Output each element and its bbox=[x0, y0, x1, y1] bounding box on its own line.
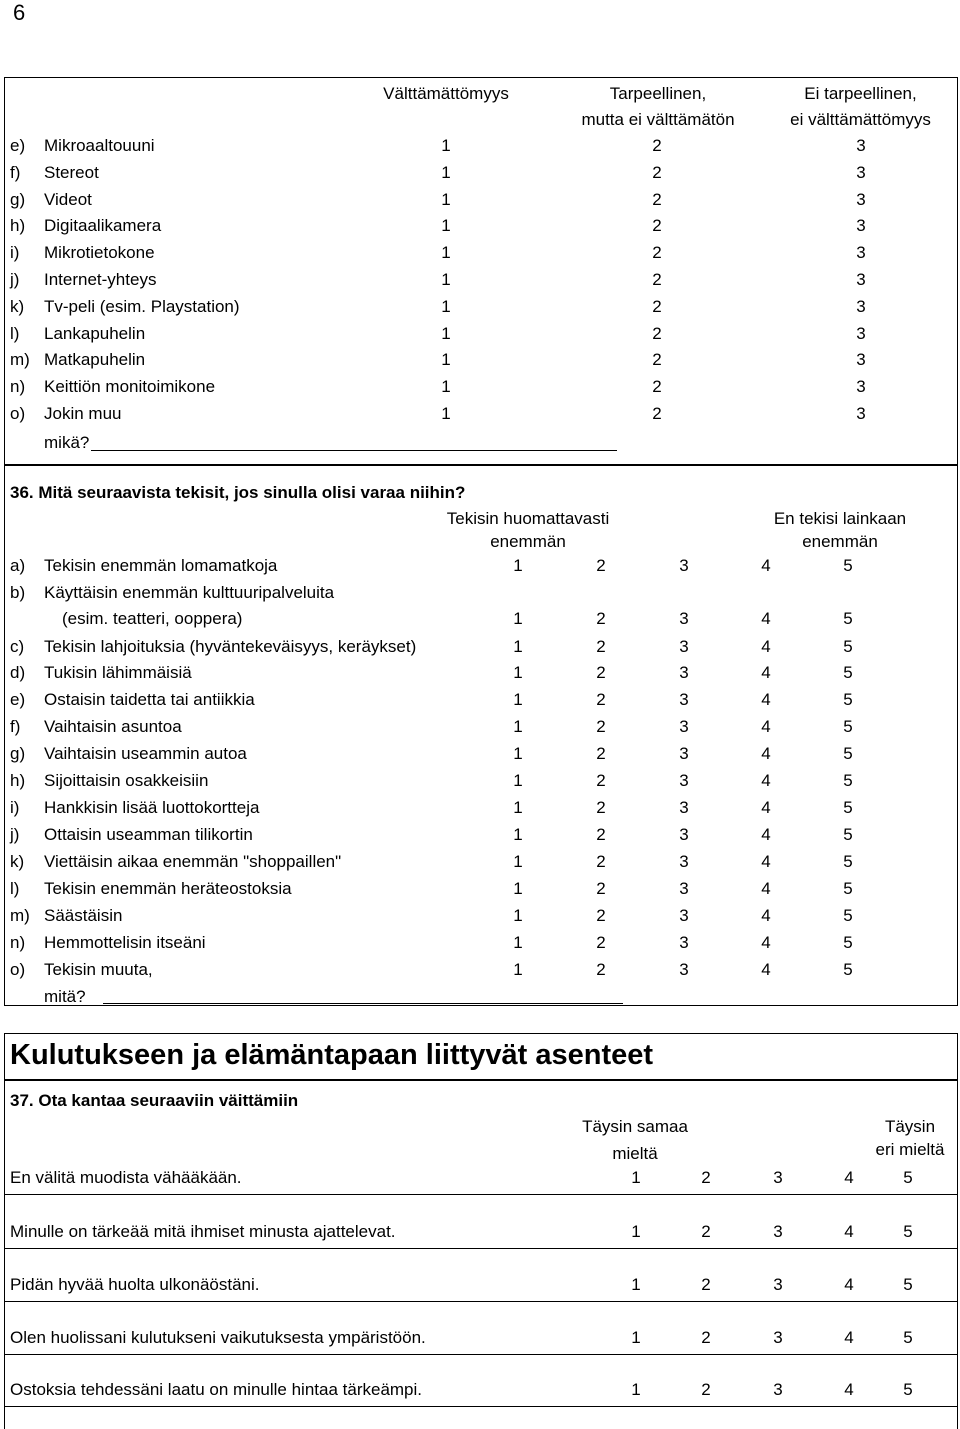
q37-scale-option[interactable]: 5 bbox=[903, 1275, 913, 1294]
q35-scale-option[interactable]: 2 bbox=[652, 243, 662, 262]
q36-scale-option[interactable]: 5 bbox=[843, 933, 853, 952]
q36-scale-option[interactable]: 2 bbox=[596, 771, 606, 790]
q36-scale-option[interactable]: 3 bbox=[679, 663, 689, 682]
q36-other-answer-line[interactable] bbox=[103, 1003, 623, 1004]
q37-row-label: Minulle on tärkeää mitä ihmiset minusta ajattelevat. bbox=[10, 1222, 396, 1241]
q35-row-label: Keittiön monitoimikone bbox=[44, 377, 216, 396]
q35-scale-option[interactable]: 2 bbox=[652, 350, 662, 369]
q36-scale-option[interactable]: 4 bbox=[761, 933, 771, 952]
q35-row-label: Mikrotietokone bbox=[44, 243, 155, 262]
q36-scale-option[interactable]: 5 bbox=[843, 556, 853, 575]
q35-scale-option[interactable]: 1 bbox=[441, 297, 451, 316]
q36-scale-option[interactable]: 4 bbox=[761, 798, 771, 817]
q36-scale-option[interactable]: 3 bbox=[679, 825, 689, 844]
q35-row-label: Internet-yhteys bbox=[44, 270, 157, 289]
q37-scale-option[interactable]: 5 bbox=[903, 1380, 913, 1399]
q36-scale-option[interactable]: 1 bbox=[513, 933, 523, 952]
q35-scale-option[interactable]: 3 bbox=[856, 190, 866, 209]
q36-scale-option[interactable]: 1 bbox=[513, 771, 523, 790]
q37-row-label: En välitä muodista vähääkään. bbox=[10, 1168, 242, 1187]
q35-scale-option[interactable]: 1 bbox=[441, 404, 451, 423]
q35-scale-option[interactable]: 2 bbox=[652, 216, 662, 235]
q36-scale-option[interactable]: 5 bbox=[843, 744, 853, 763]
q35-row-label: Jokin muu bbox=[44, 404, 122, 423]
q36-scale-option[interactable]: 4 bbox=[761, 744, 771, 763]
q37-scale-option[interactable]: 3 bbox=[773, 1275, 783, 1294]
q36-scale-option[interactable]: 1 bbox=[513, 744, 523, 763]
q36-scale-option[interactable]: 4 bbox=[761, 609, 771, 628]
q35-row-letter: k) bbox=[10, 297, 25, 316]
q37-head-right-1: Täysin bbox=[884, 1117, 936, 1136]
q36-scale-option[interactable]: 3 bbox=[679, 798, 689, 817]
q37-row-label: Ostoksia tehdessäni laatu on minulle hintaa tärkeämpi. bbox=[10, 1380, 423, 1399]
q35-row-letter: g) bbox=[10, 190, 26, 209]
q36-scale-option[interactable]: 4 bbox=[761, 879, 771, 898]
q36-scale-option[interactable]: 4 bbox=[761, 663, 771, 682]
q36-scale-option[interactable]: 5 bbox=[843, 717, 853, 736]
q35-scale-option[interactable]: 3 bbox=[856, 297, 866, 316]
q35-other-prompt: mikä? bbox=[44, 433, 90, 452]
q37-scale-option[interactable]: 1 bbox=[631, 1328, 641, 1347]
q36-row-label: Käyttäisin enemmän kulttuuripalveluita bbox=[44, 583, 335, 602]
q36-row-label: Tekisin muuta, bbox=[44, 960, 153, 979]
q37-head-left-2: mieltä bbox=[612, 1144, 658, 1163]
q36-scale-option[interactable]: 2 bbox=[596, 663, 606, 682]
q37-row-divider bbox=[4, 1354, 958, 1355]
q37-scale-option[interactable]: 4 bbox=[844, 1222, 854, 1241]
q36-head-left-2: enemmän bbox=[490, 532, 566, 551]
q36-head-right-1: En tekisi lainkaan bbox=[773, 509, 907, 528]
q36-scale-option[interactable]: 3 bbox=[679, 852, 689, 871]
header-col3-line1: Ei tarpeellinen, bbox=[804, 84, 917, 103]
q36-scale-option[interactable]: 2 bbox=[596, 744, 606, 763]
q36-scale-option[interactable]: 2 bbox=[596, 825, 606, 844]
q36-row-label: Hemmottelisin itseäni bbox=[44, 933, 206, 952]
q36-scale-option[interactable]: 5 bbox=[843, 852, 853, 871]
q37-scale-option[interactable]: 4 bbox=[844, 1275, 854, 1294]
q35-scale-option[interactable]: 1 bbox=[441, 163, 451, 182]
q36-scale-option[interactable]: 4 bbox=[761, 852, 771, 871]
q36-scale-option[interactable]: 5 bbox=[843, 960, 853, 979]
q36-scale-option[interactable]: 2 bbox=[596, 933, 606, 952]
q37-scale-option[interactable]: 1 bbox=[631, 1380, 641, 1399]
q36-row-letter: c) bbox=[10, 637, 25, 656]
q36-scale-option[interactable]: 5 bbox=[843, 906, 853, 925]
q35-scale-option[interactable]: 2 bbox=[652, 377, 662, 396]
q35-scale-option[interactable]: 3 bbox=[856, 324, 866, 343]
q35-scale-option[interactable]: 1 bbox=[441, 190, 451, 209]
q37-scale-option[interactable]: 2 bbox=[701, 1380, 711, 1399]
q36-scale-option[interactable]: 5 bbox=[843, 609, 853, 628]
q36-scale-option[interactable]: 2 bbox=[596, 798, 606, 817]
q36-row-label-cont: (esim. teatteri, ooppera) bbox=[62, 609, 243, 628]
q37-row-label: Pidän hyvää huolta ulkonäöstäni. bbox=[10, 1275, 260, 1294]
q36-scale-option[interactable]: 2 bbox=[596, 879, 606, 898]
q35-scale-option[interactable]: 3 bbox=[856, 243, 866, 262]
q36-scale-option[interactable]: 3 bbox=[679, 960, 689, 979]
q36-scale-option[interactable]: 3 bbox=[679, 556, 689, 575]
q36-row-letter: e) bbox=[10, 690, 26, 709]
q36-scale-option[interactable]: 1 bbox=[513, 663, 523, 682]
q35-row-letter: m) bbox=[10, 350, 30, 369]
q36-other-prompt: mitä? bbox=[44, 987, 86, 1006]
q36-scale-option[interactable]: 1 bbox=[513, 637, 523, 656]
q35-row-letter: n) bbox=[10, 377, 26, 396]
q36-scale-option[interactable]: 3 bbox=[679, 609, 689, 628]
q36-scale-option[interactable]: 1 bbox=[513, 609, 523, 628]
header-col3-line2: ei välttämättömyys bbox=[790, 110, 931, 129]
q36-row-letter: i) bbox=[10, 798, 20, 817]
q36-row-letter: m) bbox=[10, 906, 30, 925]
q36-row-label: Tekisin enemmän heräteostoksia bbox=[44, 879, 292, 898]
q36-row-letter: j) bbox=[10, 825, 20, 844]
q36-row-label: Tekisin lahjoituksia (hyväntekeväisyys, keräykset) bbox=[44, 637, 417, 656]
q37-row-label: Olen huolissani kulutukseni vaikutuksesta ympäristöön. bbox=[10, 1328, 426, 1347]
q37-box bbox=[4, 1080, 958, 1429]
q35-scale-option[interactable]: 3 bbox=[856, 136, 866, 155]
q36-head-left-1: Tekisin huomattavasti bbox=[446, 509, 610, 528]
q35-row-label: Lankapuhelin bbox=[44, 324, 146, 343]
q35-row-letter: e) bbox=[10, 136, 26, 155]
q37-scale-option[interactable]: 1 bbox=[631, 1168, 641, 1187]
q36-scale-option[interactable]: 5 bbox=[843, 637, 853, 656]
q36-row-label: Vaihtaisin useammin autoa bbox=[44, 744, 247, 763]
q36-row-letter: h) bbox=[10, 771, 26, 790]
q37-row-divider bbox=[4, 1248, 958, 1249]
q36-scale-option[interactable]: 1 bbox=[513, 852, 523, 871]
q36-scale-option[interactable]: 3 bbox=[679, 771, 689, 790]
q36-row-label: Ostaisin taidetta tai antiikkia bbox=[44, 690, 255, 709]
q35-row-letter: f) bbox=[10, 163, 21, 182]
q36-row-letter: f) bbox=[10, 717, 21, 736]
q36-scale-option[interactable]: 2 bbox=[596, 690, 606, 709]
q37-scale-option[interactable]: 2 bbox=[701, 1328, 711, 1347]
q36-title: 36. Mitä seuraavista tekisit, jos sinulla olisi varaa niihin? bbox=[10, 483, 466, 502]
q36-row-label: Tukisin lähimmäisiä bbox=[44, 663, 192, 682]
q35-scale-option[interactable]: 2 bbox=[652, 297, 662, 316]
q35-scale-option[interactable]: 3 bbox=[856, 216, 866, 235]
q36-scale-option[interactable]: 4 bbox=[761, 906, 771, 925]
q36-row-label: Ottaisin useamman tilikortin bbox=[44, 825, 253, 844]
q35-scale-option[interactable]: 1 bbox=[441, 243, 451, 262]
q36-row-label: Säästäisin bbox=[44, 906, 123, 925]
q35-row-letter: l) bbox=[10, 324, 20, 343]
q35-scale-option[interactable]: 2 bbox=[652, 324, 662, 343]
q36-scale-option[interactable]: 1 bbox=[513, 556, 523, 575]
q36-scale-option[interactable]: 2 bbox=[596, 960, 606, 979]
q36-scale-option[interactable]: 1 bbox=[513, 798, 523, 817]
q35-row-label: Stereot bbox=[44, 163, 99, 182]
q35-row-label: Tv-peli (esim. Playstation) bbox=[44, 297, 240, 316]
page-number: 6 bbox=[13, 0, 26, 25]
q37-scale-option[interactable]: 2 bbox=[701, 1168, 711, 1187]
q36-scale-option[interactable]: 2 bbox=[596, 637, 606, 656]
q35-row-letter: j) bbox=[10, 270, 20, 289]
q36-row-letter: d) bbox=[10, 663, 26, 682]
q36-row-label: Vaihtaisin asuntoa bbox=[44, 717, 182, 736]
q36-scale-option[interactable]: 4 bbox=[761, 556, 771, 575]
q35-scale-option[interactable]: 3 bbox=[856, 404, 866, 423]
q35-scale-option[interactable]: 3 bbox=[856, 270, 866, 289]
q36-row-letter: k) bbox=[10, 852, 25, 871]
q36-scale-option[interactable]: 3 bbox=[679, 717, 689, 736]
q36-scale-option[interactable]: 3 bbox=[679, 933, 689, 952]
q35-scale-option[interactable]: 2 bbox=[652, 163, 662, 182]
q36-scale-option[interactable]: 3 bbox=[679, 879, 689, 898]
header-col1: Välttämättömyys bbox=[383, 84, 509, 103]
q37-scale-option[interactable]: 3 bbox=[773, 1222, 783, 1241]
q35-scale-option[interactable]: 2 bbox=[652, 404, 662, 423]
q36-row-letter: n) bbox=[10, 933, 26, 952]
q36-scale-option[interactable]: 3 bbox=[679, 744, 689, 763]
q35-scale-option[interactable]: 2 bbox=[652, 136, 662, 155]
header-col2-line2: mutta ei välttämätön bbox=[581, 110, 735, 129]
q35-row-letter: o) bbox=[10, 404, 26, 423]
q35-row-letter: h) bbox=[10, 216, 26, 235]
q36-scale-option[interactable]: 1 bbox=[513, 879, 523, 898]
q36-scale-option[interactable]: 4 bbox=[761, 637, 771, 656]
q37-head-right-2: eri mieltä bbox=[875, 1140, 945, 1159]
q36-scale-option[interactable]: 3 bbox=[679, 637, 689, 656]
q36-scale-option[interactable]: 1 bbox=[513, 825, 523, 844]
q36-scale-option[interactable]: 2 bbox=[596, 556, 606, 575]
q35-scale-option[interactable]: 2 bbox=[652, 190, 662, 209]
q35-scale-option[interactable]: 1 bbox=[441, 216, 451, 235]
q35-scale-option[interactable]: 1 bbox=[441, 136, 451, 155]
header-col2-line1: Tarpeellinen, bbox=[609, 84, 707, 103]
q36-row-label: Tekisin enemmän lomamatkoja bbox=[44, 556, 278, 575]
q36-scale-option[interactable]: 2 bbox=[596, 717, 606, 736]
q36-row-label: Hankkisin lisää luottokortteja bbox=[44, 798, 260, 817]
q36-scale-option[interactable]: 5 bbox=[843, 798, 853, 817]
q37-title: 37. Ota kantaa seuraaviin väittämiin bbox=[10, 1091, 299, 1110]
q36-scale-option[interactable]: 5 bbox=[843, 663, 853, 682]
q36-scale-option[interactable]: 5 bbox=[843, 879, 853, 898]
q35-other-answer-line[interactable] bbox=[91, 450, 617, 451]
q37-scale-option[interactable]: 4 bbox=[844, 1380, 854, 1399]
q37-scale-option[interactable]: 5 bbox=[903, 1222, 913, 1241]
q36-scale-option[interactable]: 1 bbox=[513, 960, 523, 979]
q36-head-right-2: enemmän bbox=[802, 532, 878, 551]
q37-row-divider bbox=[4, 1194, 958, 1195]
q36-scale-option[interactable]: 4 bbox=[761, 690, 771, 709]
q37-scale-option[interactable]: 3 bbox=[773, 1328, 783, 1347]
q35-scale-option[interactable]: 1 bbox=[441, 350, 451, 369]
q37-scale-option[interactable]: 2 bbox=[701, 1275, 711, 1294]
q36-row-label: Viettäisin aikaa enemmän "shoppaillen" bbox=[44, 852, 342, 871]
q36-scale-option[interactable]: 2 bbox=[596, 852, 606, 871]
q35-scale-option[interactable]: 3 bbox=[856, 377, 866, 396]
q35-row-label: Mikroaaltouuni bbox=[44, 136, 155, 155]
q36-row-letter: l) bbox=[10, 879, 20, 898]
q36-scale-option[interactable]: 5 bbox=[843, 690, 853, 709]
q36-row-letter: a) bbox=[10, 556, 26, 575]
q36-scale-option[interactable]: 1 bbox=[513, 717, 523, 736]
q35-row-label: Matkapuhelin bbox=[44, 350, 146, 369]
q36-scale-option[interactable]: 2 bbox=[596, 609, 606, 628]
q35-row-label: Videot bbox=[44, 190, 92, 209]
q37-scale-option[interactable]: 3 bbox=[773, 1380, 783, 1399]
q37-scale-option[interactable]: 5 bbox=[903, 1168, 913, 1187]
q36-scale-option[interactable]: 3 bbox=[679, 690, 689, 709]
q35-scale-option[interactable]: 3 bbox=[856, 350, 866, 369]
q35-scale-option[interactable]: 1 bbox=[441, 324, 451, 343]
q36-scale-option[interactable]: 4 bbox=[761, 960, 771, 979]
q37-scale-option[interactable]: 1 bbox=[631, 1275, 641, 1294]
q36-row-letter: o) bbox=[10, 960, 26, 979]
q36-row-label: Sijoittaisin osakkeisiin bbox=[44, 771, 209, 790]
q36-scale-option[interactable]: 2 bbox=[596, 906, 606, 925]
q37-scale-option[interactable]: 4 bbox=[844, 1168, 854, 1187]
q35-scale-option[interactable]: 2 bbox=[652, 270, 662, 289]
q36-row-letter: g) bbox=[10, 744, 26, 763]
q36-scale-option[interactable]: 1 bbox=[513, 690, 523, 709]
q37-scale-option[interactable]: 2 bbox=[701, 1222, 711, 1241]
section-title: Kulutukseen ja elämäntapaan liittyvät asenteet bbox=[10, 1039, 654, 1071]
q36-scale-option[interactable]: 5 bbox=[843, 825, 853, 844]
q35-scale-option[interactable]: 1 bbox=[441, 270, 451, 289]
q37-head-left-1: Täysin samaa bbox=[582, 1117, 688, 1136]
q37-row-divider bbox=[4, 1301, 958, 1302]
q36-scale-option[interactable]: 1 bbox=[513, 906, 523, 925]
q35-row-label: Digitaalikamera bbox=[44, 216, 162, 235]
q36-scale-option[interactable]: 4 bbox=[761, 771, 771, 790]
q37-scale-option[interactable]: 3 bbox=[773, 1168, 783, 1187]
q35-scale-option[interactable]: 1 bbox=[441, 377, 451, 396]
q37-scale-option[interactable]: 1 bbox=[631, 1222, 641, 1241]
q37-scale-option[interactable]: 5 bbox=[903, 1328, 913, 1347]
q36-scale-option[interactable]: 4 bbox=[761, 717, 771, 736]
q35-scale-option[interactable]: 3 bbox=[856, 163, 866, 182]
q35-row-letter: i) bbox=[10, 243, 20, 262]
q36-scale-option[interactable]: 3 bbox=[679, 906, 689, 925]
q37-scale-option[interactable]: 4 bbox=[844, 1328, 854, 1347]
q36-scale-option[interactable]: 5 bbox=[843, 771, 853, 790]
q36-row-letter: b) bbox=[10, 583, 26, 602]
q36-scale-option[interactable]: 4 bbox=[761, 825, 771, 844]
q37-row-divider bbox=[4, 1406, 958, 1407]
